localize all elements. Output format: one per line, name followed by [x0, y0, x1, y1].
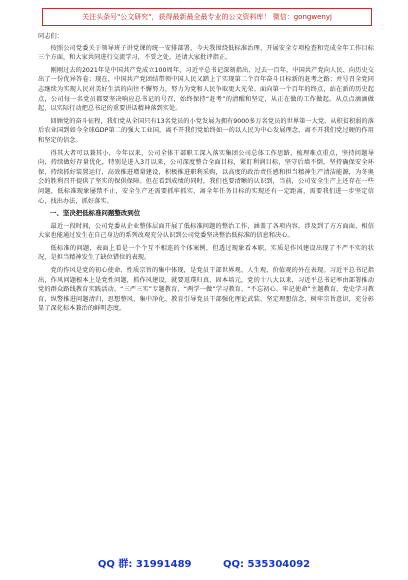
paragraph: 得其大者可以兼其小，今年以来，公司全体干部职工深入落实集团公司总体工作思路，梳理难点重点，坚持问题导向，持续做好存量优化，特别是进入3月以来，公司深度整合全面目标，紧盯利润目标，坚守后墙不倒，坚持确保安全环保，持续抓好装置运行，高效推进增量建设，积极推进职利采购，以高度的政治责任感和担当精神生产清洁能源，为冬奥会的胜利召开提供了坚实的保供保障。但在看到成绩的同时，我们也要清晰的认识到，当前，公司安全生产上还存在一些问题，低标准现象屡禁不止，安全生产还需要抓牢抓实，离全年任务目标的实现还有一定距离，需要我们进一步坚定信心，找出办法，抓好落实。 — [38, 149, 374, 205]
document-body — [38, 32, 374, 317]
paragraph: 按照公司党委关于领导班子讲党课的统一安排部署，今天我围绕低标准治理、开展安全专项检查和完成全年工作目标三个方面，和大家共同进行交流学习，不妥之处，还请大家批评指正。 — [38, 44, 374, 62]
qq-number: QQ: 535304092 — [223, 559, 311, 570]
paragraph: 低标准的问题，表面上看是一个个互不相连的个体案例，但透过现象看本职，实质是作风建设出现了不严不实的状况，是担当精神发生了缺位错位的表现。 — [38, 244, 374, 262]
paragraph: 刚刚过去的2021年是中国共产党成立100周年，习近平总书记深刻指出，过去一百年，中国共产党向人民、向历史交出了一份优异答卷；现在，中国共产党团结带领中国人民又踏上了实现第二个百年奋斗目标新的赶考之路；并号召全党同志继续为实现人民对美好生活的向往不懈努力，努力为党和人民争取更大光荣。面向第一个百年的终点，站在新的历史起点，公司每一名党员都要坚决响应总书记的号召，始终保持“赶考”的清醒和坚定，从正在做的工作做起，从点点滴滴做起，以实际行动把总书记的重要讲话精神落到实处。 — [38, 66, 374, 113]
footer-contact-banner — [0, 555, 408, 570]
greeting: 同志们： — [38, 33, 63, 40]
section-heading: 一、坚决把低标准问题整改到位 — [50, 209, 141, 218]
top-promo-banner — [42, 8, 372, 26]
qq-group: QQ 群: 31991489 — [97, 559, 192, 570]
paragraph: 最近一段时间，公司党委从企业整体层面开展了低标准问题的整治工作，涵盖了各项内容，涉及到了方方面面，相信大家也能通过发生在自己身边的系列改观充分认识到公司党委坚决整治低标准的信息和决心。 — [38, 222, 374, 240]
paragraph: 回顾党的奋斗征程，我们党从全国只有13名党员的小党发展为拥有9000多万名党员的世界第一大党，从积贫积弱的落后农业国到如今全球GDP第二的强大工业国，离不开我们党始终如一的以人民为中心发展理念，离不开我们党过硬的作用和坚定的信念。 — [38, 117, 374, 144]
banner-text: 关注头条号"公文研究"，获得最新最全最专业的公文资料库！ 微信：gongwenyj — [82, 13, 332, 21]
paragraph: 党的作风是党的初心使命、性质宗旨的集中体现，是党员干部世界观、人生观、价值观的外在表现。习近平总书记指出，作风问题根本上是党性问题，抓作风建设，就要返璞归真、固本培元，党的十八大以来，习近平总书记率由部署推动党的群众路线教育实践活动、“三严三实”专题教育、“两学一做”学习教育、“不忘初心、牢记使命”主题教育、党史学习教育，纵警推进问题清归，思想整风、集中净化、教育引导党员干部强化理论武装、坚定理想信念、树牢宗旨意识，充分彰显了深化标本兼治的鲜明态度。 — [38, 267, 374, 313]
